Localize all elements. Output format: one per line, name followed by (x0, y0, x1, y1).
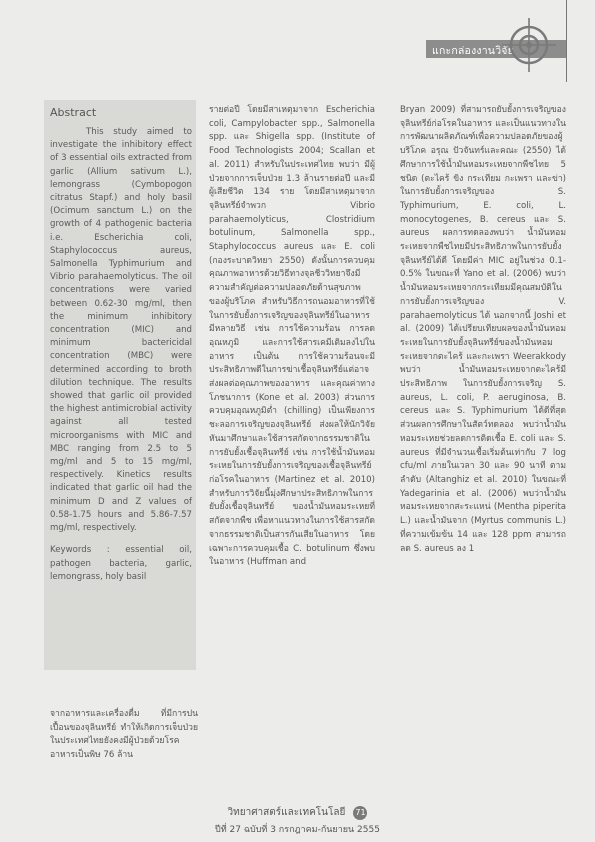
abstract-text: This study aimed to investigate the inhibitory effect of 3 essential oils extracted from garlic (Allium sativum L.), lemongrass (Cymbopogon citratus Stapf.) and holy basil (Ocimum sanctum L.) on the growth of 4 pathogenic bacteria i.e. Escherichia coli, Staphylococcus aureus, Salmonella Typhimurium and Vibrio parahaemolyticus. The oil concentrations were varied between 0.62-30 mg/ml, then the minimum inhibitory concentration (MIC) and minimum bactericidal concentration (MBC) were determined according to broth dilution technique. The results showed that garlic oil provided the highest antimicrobial activity against all tested microorganisms with MIC and MBC ranging from 2.5 to 5 mg/ml and 5 to 15 mg/ml, respectively. Kinetics results indicated that garlic oil had the minimum D and Z values of 0.58-1.75 hours and 5.86-7.57 mg/ml, respectively. (50, 127, 192, 534)
intro-text-left: จากอาหารและเครื่องดื่ม ที่มีการปนเปื้อนของจุลินทรีย์ ทำให้เกิดการเจ็บป่วย ในประเทศไทยยังคงมีผู้ป่วยด้วยโรคอาหารเป็นพิษ 76 ล้าน (50, 709, 198, 760)
page-number: 71 (353, 806, 367, 820)
body-column-middle-text: รายต่อปี โดยมีสาเหตุมาจาก Escherichia coli, Campylobacter spp., Salmonella spp. และ Shigella spp. (Institute of Food Technologists 2004; Scallan et al. 2011) สำหรับในประเทศไทย พบว่า มีผู้ป่วยจากการเจ็บป่วย 1.3 ล้านรายต่อปี และมีผู้เสียชีวิต 134 ราย โดยมีสาเหตุมาจากจุลินทรีย์จำพวก Vibrio parahaemolyticus, Clostridium botulinum, Salmonella spp., Staphylococcus aureus และ E. coli (กองระบาดวิทยา 2550) ดังนั้นการควบคุมคุณภาพอาหารด้วยวิธีทางจุลชีววิทยาจึงมีความสำคัญต่อความปลอดภัยด้านสุขภาพของผู้บริโภค สำหรับวิธีการถนอมอาหารที่ใช้ในการยับยั้งการเจริญของจุลินทรีย์ในอาหารมีหลายวิธี เช่น การใช้ความร้อน การลดอุณหภูมิ และการใช้สารเคมีเติมลงไปในอาหาร เป็นต้น การใช้ความร้อนจะมีประสิทธิภาพดีในการฆ่าเชื้อจุลินทรีย์แต่อาจส่งผลต่อคุณภาพของอาหาร และคุณค่าทางโภชนาการ (Kone et al. 2003) ส่วนการควบคุมอุณหภูมิต่ำ (chilling) เป็นเพียงการชะลอการเจริญของจุลินทรีย์ ส่งผลให้นักวิจัยหันมาศึกษาและใช้สารสกัดจากธรรมชาติในการยับยั้งเชื้อจุลินทรีย์ เช่น การใช้น้ำมันหอมระเหยในการยับยั้งการเจริญของเชื้อจุลินทรีย์ก่อโรคในอาหาร (Martinez et al. 2010) สำหรับการวิจัยนี้มุ่งศึกษาประสิทธิภาพในการยับยั้งเชื้อจุลินทรีย์ ของน้ำมันหอมระเหยที่สกัดจากพืช เพื่อหาแนวทางในการใช้สารสกัดจากธรรมชาติเป็นสารกันเสียในอาหาร โดยเฉพาะการควบคุมเชื้อ C. botulinum ซึ่งพบในอาหาร (Huffman and (209, 105, 375, 568)
section-title: แกะกล่องงานวิจัย (432, 45, 514, 57)
body-column-right (400, 104, 566, 556)
journal-name: วิทยาศาสตร์และเทคโนโลยี (227, 807, 346, 818)
header-rule (566, 0, 567, 82)
abstract-body (50, 126, 192, 593)
issue-info: ปีที่ 27 ฉบับที่ 3 กรกฎาคม-กันยายน 2555 (215, 825, 380, 835)
crosshair-icon (500, 16, 558, 74)
body-column-middle (209, 104, 375, 570)
body-column-right-text: Bryan 2009) ที่สามารถยับยั้งการเจริญของจุลินทรีย์ก่อโรคในอาหาร และเป็นแนวทางในการพัฒนาผลิตภัณฑ์เพื่อความปลอดภัยของผู้บริโภค อรุณ ปัวจันทร์และคณะ (2550) ได้ศึกษาการใช้น้ำมันหอมระเหยจากพืชไทย 5 ชนิด (ตะไคร้ ขิง กระเทียม กะเพรา และข่า) ในการยับยั้งการเจริญของ S. Typhimurium, E. coli, L. monocytogenes, B. cereus และ S. aureus ผลการทดลองพบว่า น้ำมันหอมระเหยจากพืชไทยมีประสิทธิภาพในการยับยั้งจุลินทรีย์ได้ดี โดยมีค่า MIC อยู่ในช่วง 0.1-0.5% ในขณะที่ Yano et al. (2006) พบว่า น้ำมันหอมระเหยจากกระเทียมมีคุณสมบัติในการยับยั้งการเจริญของ V. parahaemolyticus ได้ นอกจากนี้ Joshi et al. (2009) ได้เปรียบเทียบผลของน้ำมันหอมระเหยในการยับยั้งจุลินทรีย์ของน้ำมันหอมระเหยจากตะไคร้ และกะเพรา Weerakkody พบว่า น้ำมันหอมระเหยจากตะไคร้มีประสิทธิภาพ ในการยับยั้งการเจริญ S. aureus, L. coli, P. aeruginosa, B. cereus และ S. Typhimurium ได้ดีที่สุด ส่วนผลการศึกษาในสัตว์ทดลอง พบว่าน้ำมันหอมระเหยช่วยลดการติดเชื้อ E. coli และ S. aureus ที่มีจำนวนเชื้อเริ่มต้นเท่ากับ 7 log cfu/ml ภายในเวลา 30 และ 90 นาที ตามลำดับ (Altanghiz et al. 2010) ในขณะที่ Yadegarinia et al. (2006) พบว่าน้ำมันหอมระเหยจากสะระแหน่ (Mentha piperita L.) และน้ำมันจาก (Myrtus communis L.) ที่ความเข้มข้น 14 และ 128 ppm สามารถลด S. aureus ลง 1 (400, 105, 566, 554)
abstract-keywords: Keywords : essential oil, pathogen bacteria, garlic, lemongrass, holy basil (50, 545, 192, 582)
page-footer (0, 800, 595, 836)
abstract-title: Abstract (50, 106, 97, 119)
